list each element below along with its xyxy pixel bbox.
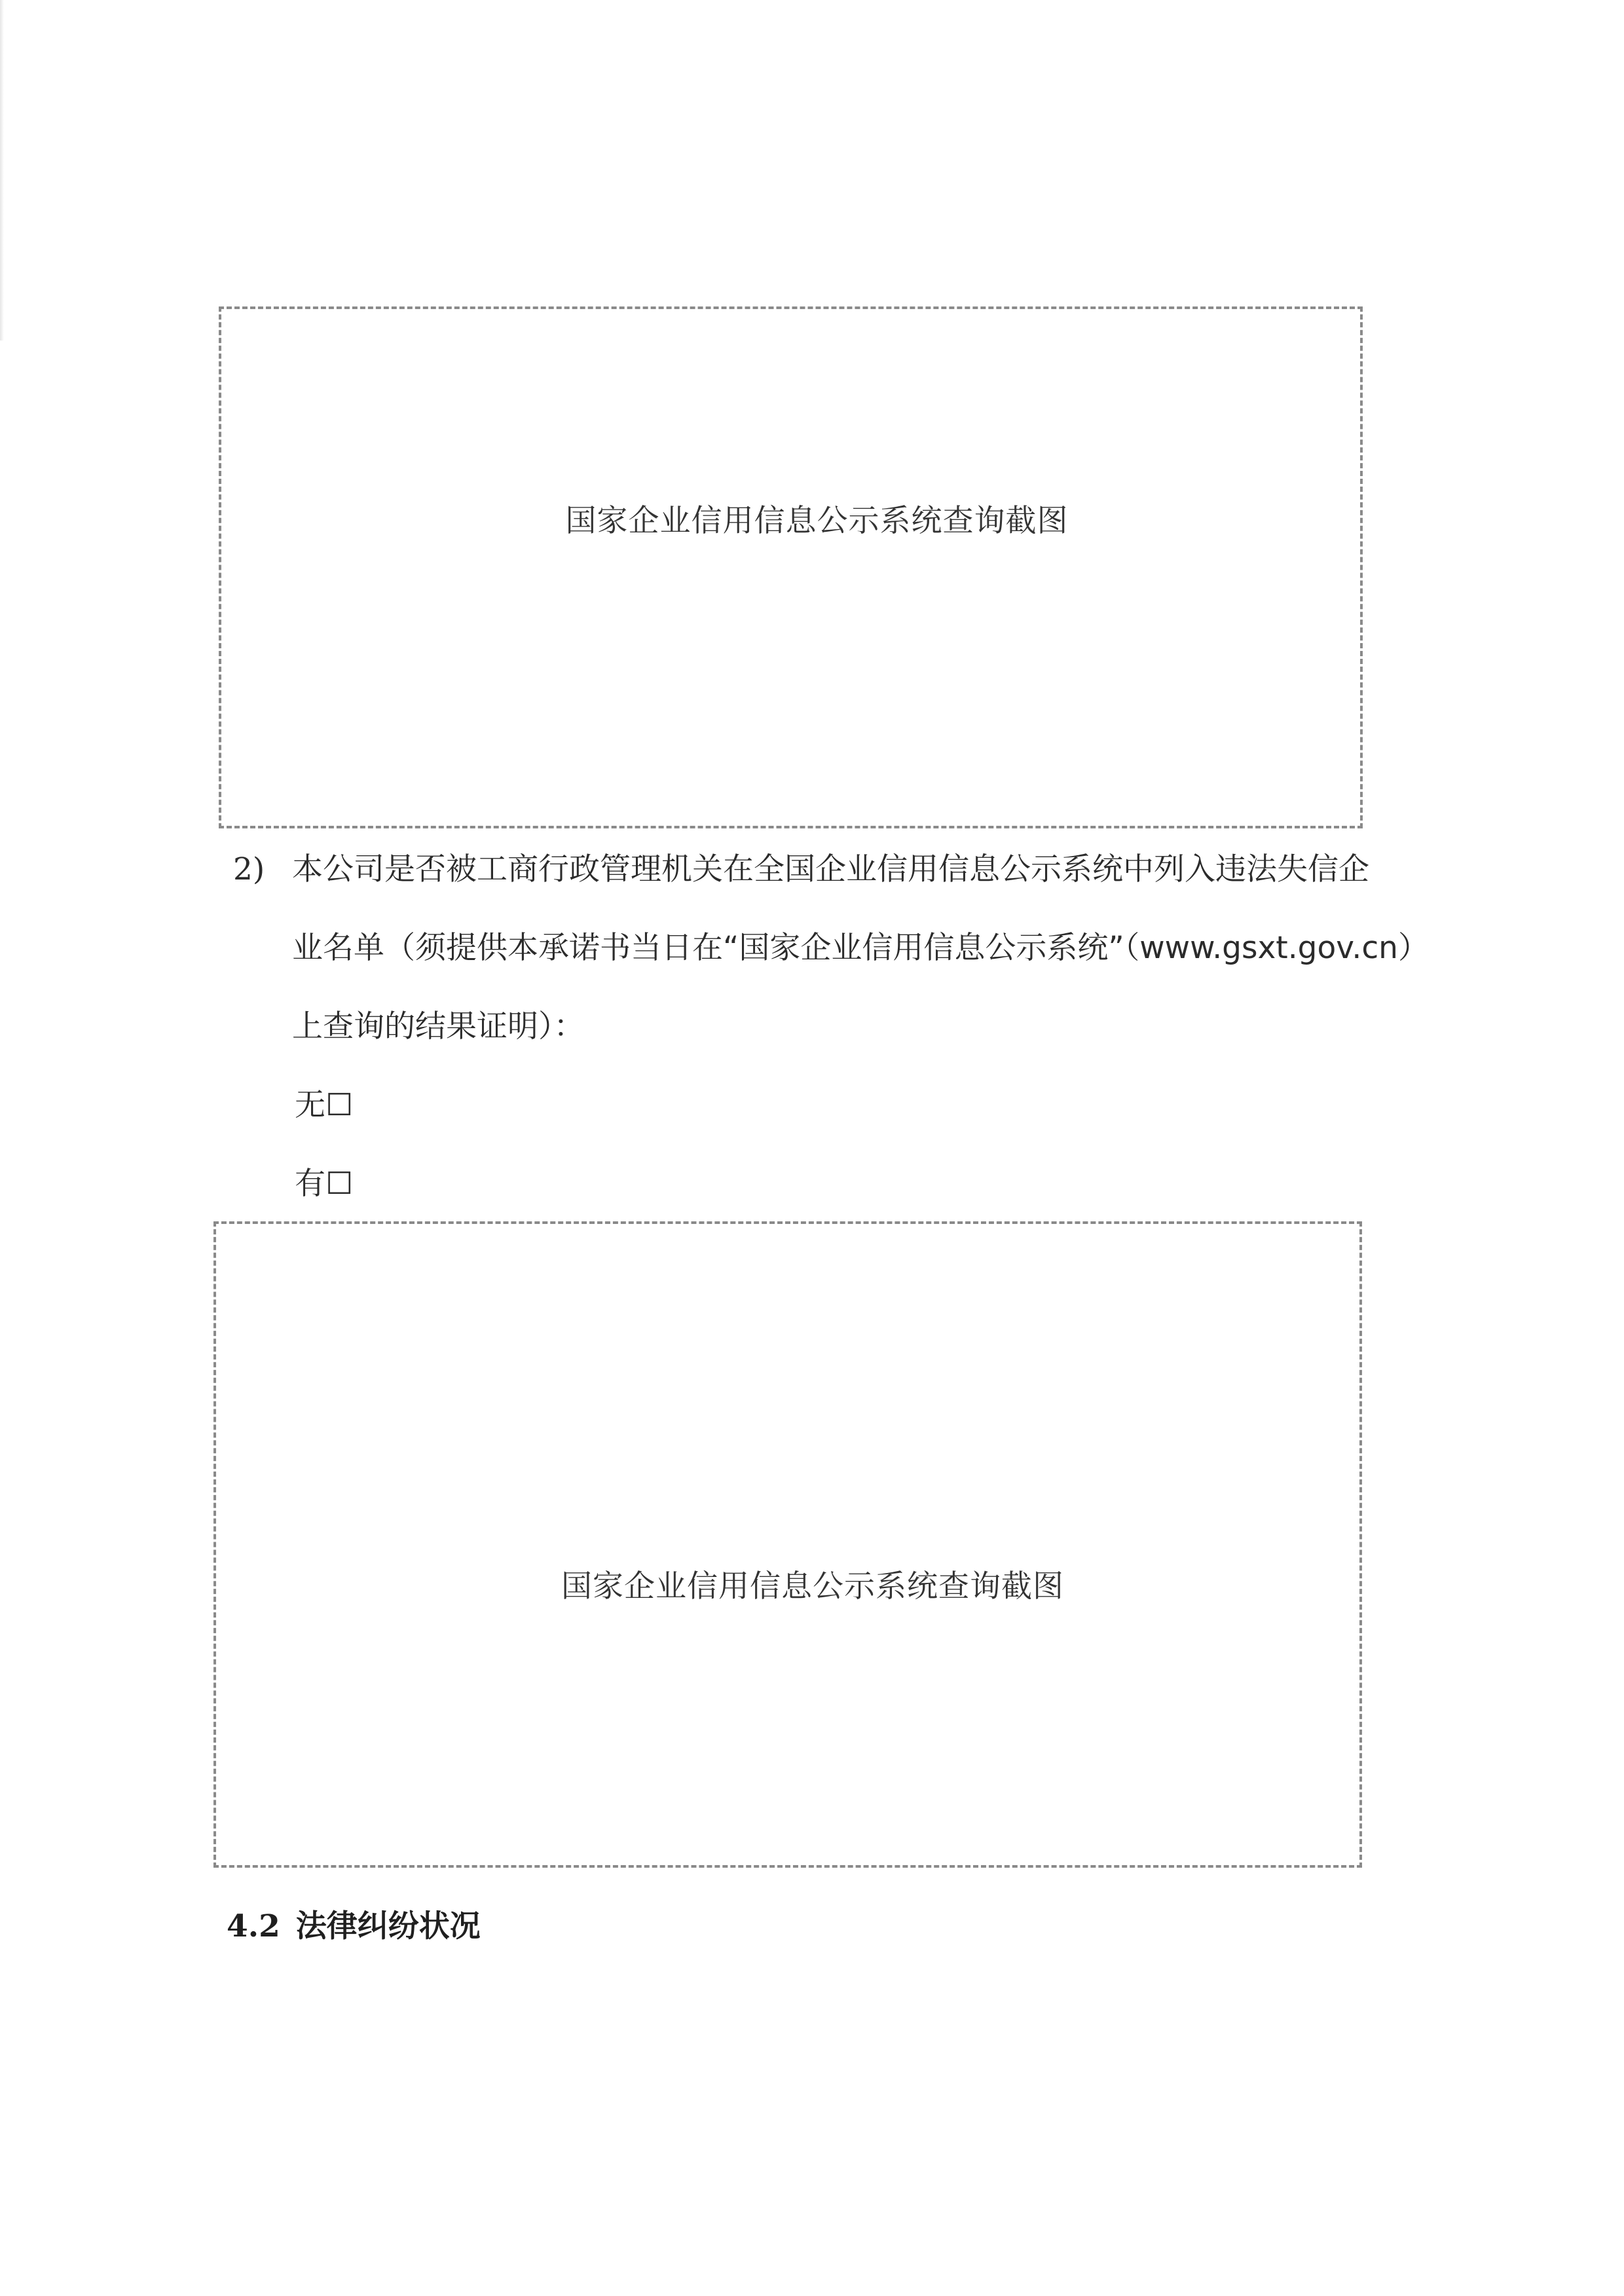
scan-edge-shadow [0,0,4,341]
screenshot-placeholder-box-1 [219,306,1363,828]
placeholder-label: 国家企业信用信息公示系统查询截图 [565,503,1069,539]
screenshot-placeholder-box-2 [213,1221,1362,1868]
option-yes-checkbox[interactable]: 有☐ [295,1166,354,1202]
item-text-line-1: 本公司是否被工商行政管理机关在全国企业信用信息公示系统中列入违法失信企 [292,851,1369,887]
placeholder-label: 国家企业信用信息公示系统查询截图 [561,1568,1064,1604]
item-text-line-2: 业名单（须提供本承诺书当日在“国家企业信用信息公示系统”（www.gsxt.gov.cn） [292,930,1429,966]
item-text-line-3: 上查询的结果证明）： [292,1009,585,1045]
section-number: 4.2 [227,1908,280,1944]
option-none-checkbox[interactable]: 无☐ [295,1087,354,1123]
section-heading [227,1907,481,1946]
section-title: 法律纠纷状况 [295,1908,481,1944]
list-item-number: 2) [233,851,265,887]
